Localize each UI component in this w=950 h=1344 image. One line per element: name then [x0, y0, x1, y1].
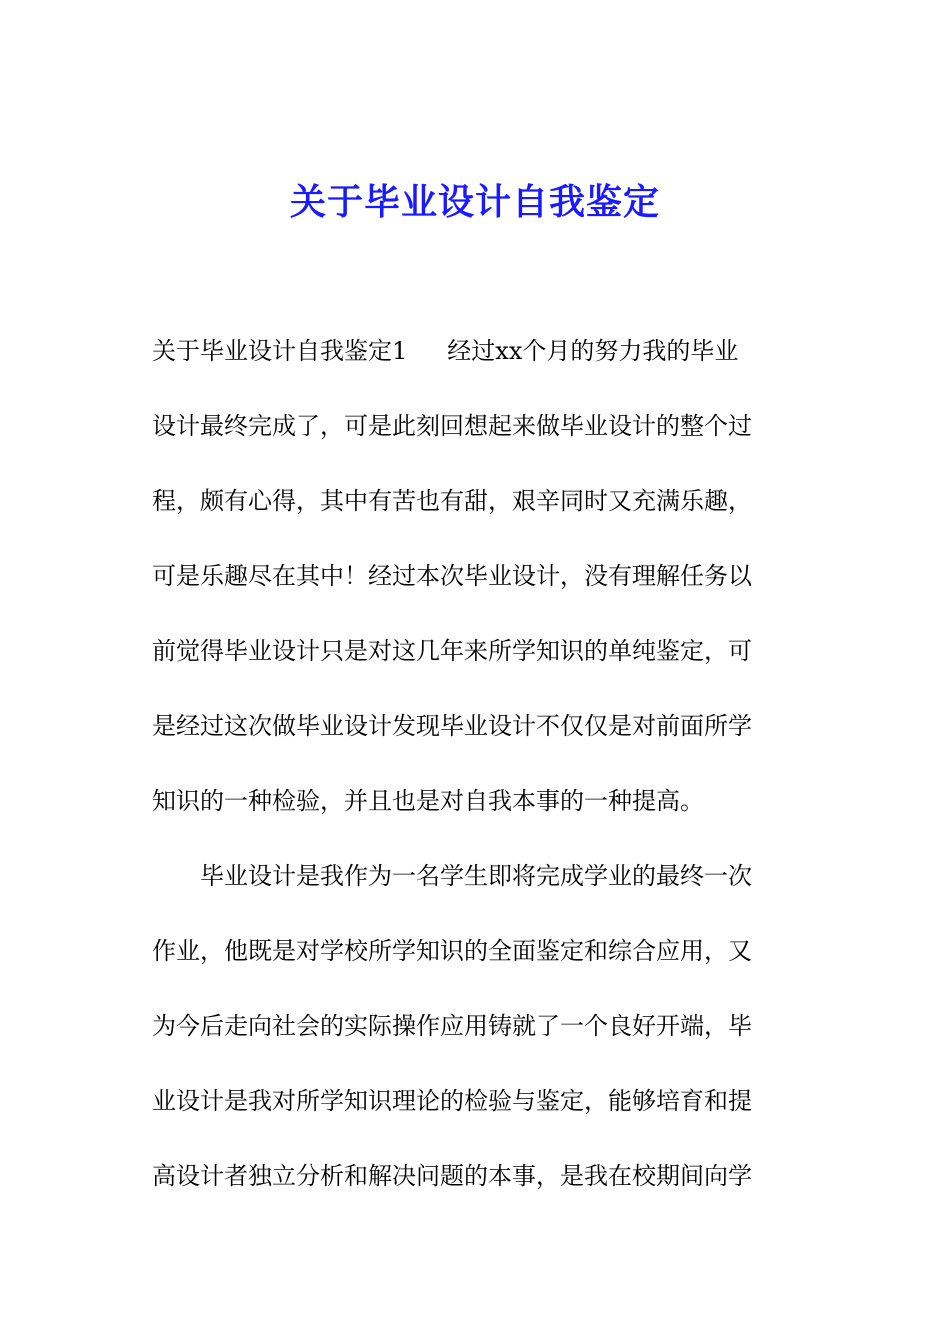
paragraph-line: 设计最终完成了，可是此刻回想起来做毕业设计的整个过: [152, 412, 752, 440]
paragraph-2: [152, 839, 792, 1214]
paragraph-line: 作业，他既是对学校所学知识的全面鉴定和综合应用，又: [152, 937, 752, 965]
paragraph-line: 业设计是我对所学知识理论的检验与鉴定，能够培育和提: [152, 1087, 752, 1115]
paragraph-1: [152, 314, 792, 839]
paragraph-line: 程，颇有心得，其中有苦也有甜，艰辛同时又充满乐趣，: [152, 487, 752, 515]
paragraph-line: 毕业设计是我作为一名学生即将完成学业的最终一次: [200, 862, 752, 890]
paragraph-line: 是经过这次做毕业设计发现毕业设计不仅仅是对前面所学: [152, 712, 752, 740]
paragraph-line: 前觉得毕业设计只是对这几年来所学知识的单纯鉴定，可: [152, 637, 752, 665]
paragraph-line: 知识的一种检验，并且也是对自我本事的一种提高。: [152, 787, 704, 815]
paragraph-line: 可是乐趣尽在其中！经过本次毕业设计，没有理解任务以: [152, 562, 752, 590]
paragraph-line: 为今后走向社会的实际操作应用铸就了一个良好开端，毕: [152, 1012, 752, 1040]
line-text: 经过xx个月的努力我的毕业: [447, 337, 739, 365]
document-title: 关于毕业设计自我鉴定: [289, 182, 660, 223]
section-heading: 关于毕业设计自我鉴定1: [152, 337, 408, 365]
paragraph-line: 高设计者独立分析和解决问题的本事，是我在校期间向学: [152, 1162, 752, 1190]
paragraph-line: [152, 314, 792, 389]
